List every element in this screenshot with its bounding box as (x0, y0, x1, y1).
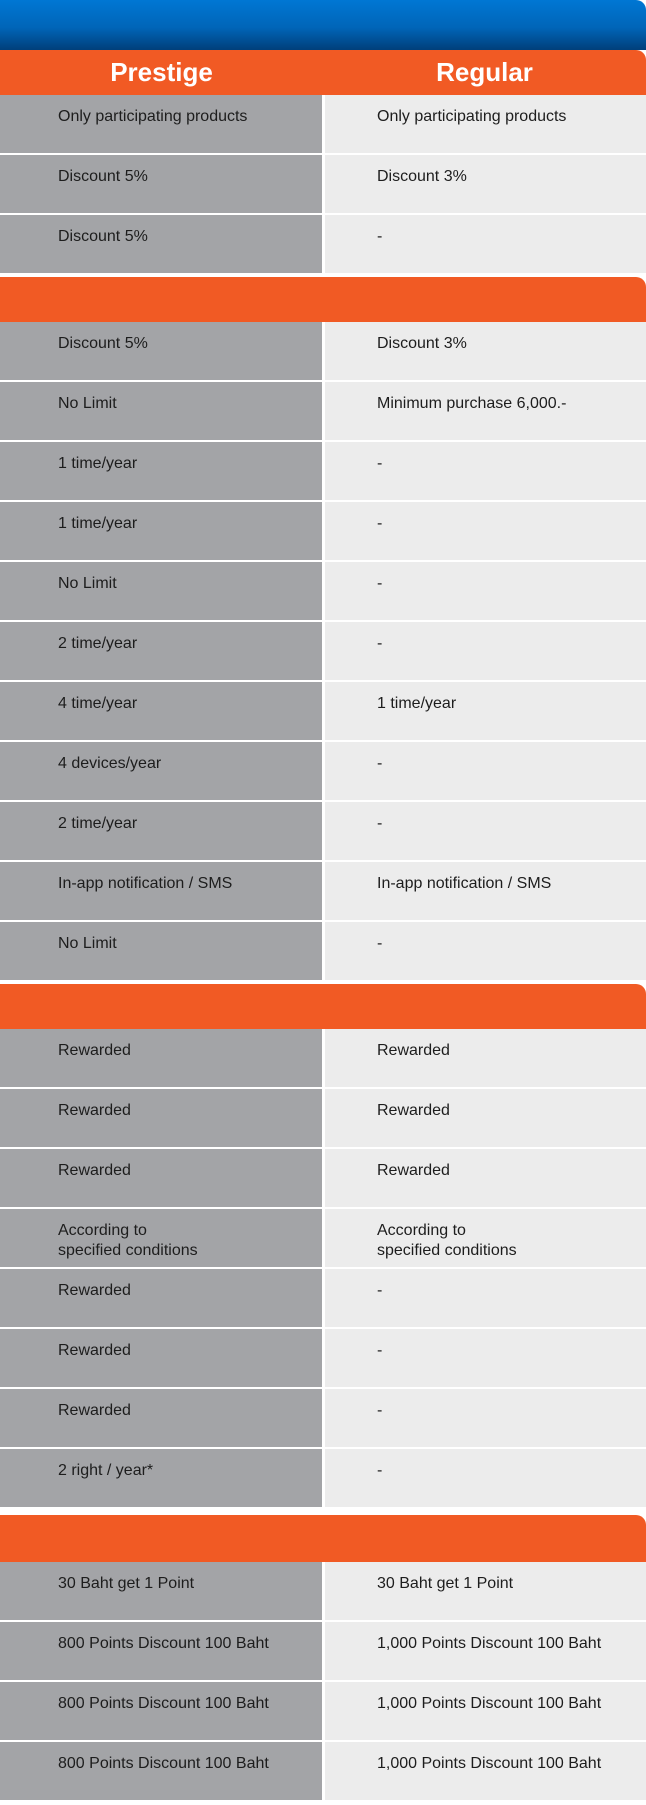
regular-cell: Rewarded (325, 1149, 646, 1209)
table-row (0, 1742, 646, 1802)
prestige-cell: 2 time/year (0, 622, 322, 682)
regular-cell: - (325, 622, 646, 682)
prestige-cell: According to specified conditions (0, 1209, 322, 1269)
section-3-header-band (0, 984, 646, 1029)
regular-cell: 1,000 Points Discount 100 Baht (325, 1622, 646, 1682)
regular-cell: - (325, 1269, 646, 1329)
table-row (0, 442, 646, 502)
table-row (0, 502, 646, 562)
prestige-cell: 2 time/year (0, 802, 322, 862)
section-3 (0, 1029, 646, 1509)
section-1 (0, 95, 646, 275)
section-2 (0, 322, 646, 982)
regular-cell: Only participating products (325, 95, 646, 155)
prestige-cell: 4 devices/year (0, 742, 322, 802)
prestige-column-header: Prestige (110, 57, 213, 87)
regular-cell: - (325, 442, 646, 502)
table-row (0, 1682, 646, 1742)
table-row (0, 1029, 646, 1089)
table-row (0, 382, 646, 442)
column-header-band (0, 50, 646, 95)
prestige-cell: 800 Points Discount 100 Baht (0, 1682, 322, 1742)
prestige-cell: 1 time/year (0, 442, 322, 502)
regular-cell: Rewarded (325, 1029, 646, 1089)
table-row (0, 622, 646, 682)
prestige-cell: In-app notification / SMS (0, 862, 322, 922)
regular-cell: Minimum purchase 6,000.- (325, 382, 646, 442)
table-row (0, 1449, 646, 1509)
table-row (0, 1329, 646, 1389)
prestige-cell: No Limit (0, 922, 322, 982)
regular-cell: - (325, 215, 646, 275)
table-row (0, 215, 646, 275)
table-row (0, 1562, 646, 1622)
table-row (0, 1269, 646, 1329)
prestige-cell: Only participating products (0, 95, 322, 155)
prestige-cell: 1 time/year (0, 502, 322, 562)
prestige-cell: No Limit (0, 562, 322, 622)
table-row (0, 742, 646, 802)
regular-cell: - (325, 922, 646, 982)
table-row (0, 95, 646, 155)
table-row (0, 1209, 646, 1269)
prestige-cell: Rewarded (0, 1029, 322, 1089)
regular-column-header: Regular (436, 57, 533, 87)
prestige-cell: Discount 5% (0, 215, 322, 275)
table-row (0, 322, 646, 382)
table-row (0, 922, 646, 982)
regular-cell: Rewarded (325, 1089, 646, 1149)
regular-cell: - (325, 802, 646, 862)
table-row (0, 802, 646, 862)
section-2-header-band (0, 277, 646, 322)
table-row (0, 682, 646, 742)
table-row (0, 155, 646, 215)
table-row (0, 1622, 646, 1682)
table-row (0, 1149, 646, 1209)
regular-cell: According to specified conditions (325, 1209, 646, 1269)
table-row (0, 1089, 646, 1149)
prestige-cell: 800 Points Discount 100 Baht (0, 1622, 322, 1682)
table-row (0, 1389, 646, 1449)
prestige-cell: No Limit (0, 382, 322, 442)
prestige-cell: Rewarded (0, 1269, 322, 1329)
regular-cell: - (325, 562, 646, 622)
regular-cell: 30 Baht get 1 Point (325, 1562, 646, 1622)
regular-cell: Discount 3% (325, 322, 646, 382)
prestige-cell: Rewarded (0, 1389, 322, 1449)
regular-cell: - (325, 1449, 646, 1509)
regular-cell: 1,000 Points Discount 100 Baht (325, 1742, 646, 1802)
regular-cell: - (325, 1329, 646, 1389)
prestige-cell: Discount 5% (0, 155, 322, 215)
prestige-cell: Rewarded (0, 1089, 322, 1149)
regular-cell: In-app notification / SMS (325, 862, 646, 922)
prestige-cell: Rewarded (0, 1329, 322, 1389)
prestige-cell: Discount 5% (0, 322, 322, 382)
section-4 (0, 1562, 646, 1802)
prestige-cell: 800 Points Discount 100 Baht (0, 1742, 322, 1802)
table-row (0, 862, 646, 922)
regular-cell: - (325, 502, 646, 562)
section-4-header-band (0, 1515, 646, 1562)
prestige-cell: Rewarded (0, 1149, 322, 1209)
regular-cell: Discount 3% (325, 155, 646, 215)
prestige-cell: 2 right / year* (0, 1449, 322, 1509)
top-banner (0, 0, 646, 50)
table-row (0, 562, 646, 622)
regular-cell: - (325, 742, 646, 802)
regular-cell: 1 time/year (325, 682, 646, 742)
prestige-cell: 30 Baht get 1 Point (0, 1562, 322, 1622)
regular-cell: 1,000 Points Discount 100 Baht (325, 1682, 646, 1742)
regular-cell: - (325, 1389, 646, 1449)
prestige-cell: 4 time/year (0, 682, 322, 742)
